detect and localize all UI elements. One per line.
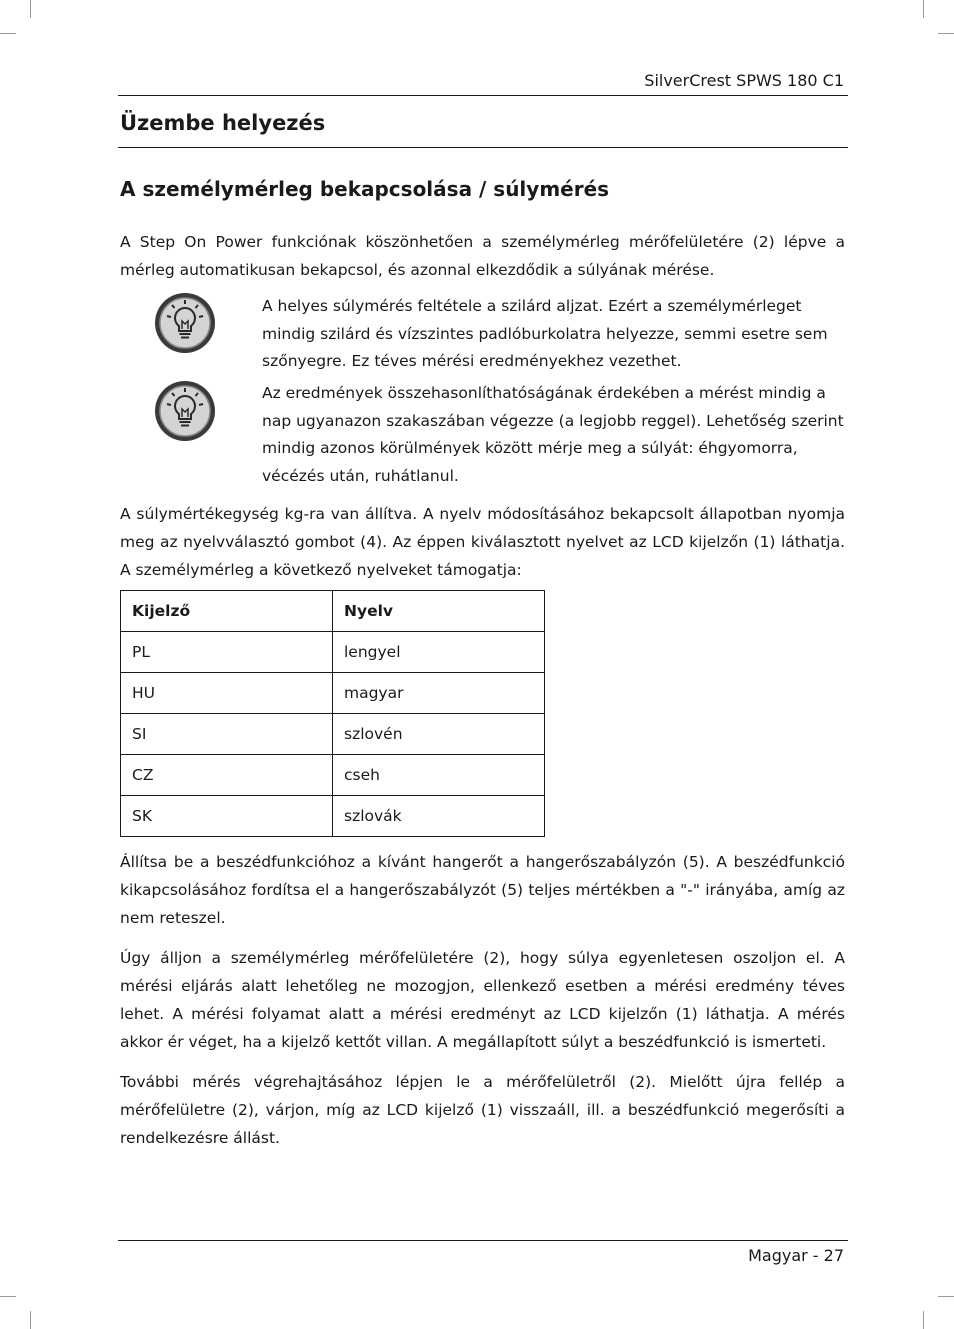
table-cell: SK: [121, 796, 333, 837]
table-row: [121, 632, 545, 673]
table-header: Kijelző: [121, 591, 333, 632]
language-table: [120, 590, 545, 837]
crop-mark: [938, 33, 954, 34]
lightbulb-icon: [153, 291, 217, 355]
table-cell: cseh: [333, 755, 545, 796]
table-row: [121, 714, 545, 755]
table-cell: lengyel: [333, 632, 545, 673]
lightbulb-icon: [153, 379, 217, 443]
header-rule: [118, 95, 848, 96]
footer-rule: [118, 1240, 848, 1241]
intro-paragraph: A Step On Power funkciónak köszönhetően a személymérleg mérőfelületére (2) lépve a mérleg automatikusan bekapcsol, és azonnal elkezdődik a súlyának mérése.: [120, 233, 845, 279]
units-paragraph: A súlymértékegység kg-ra van állítva. A nyelv módosításához bekapcsolt állapotban nyomja meg az nyelvválasztó gombot (4). Az éppen kiválasztott nyelvet az LCD kijelzőn (1) láthatja. A személymérleg a következő nyelveket támogatja:: [120, 505, 845, 579]
crop-mark: [0, 33, 16, 34]
page-number: Magyar - 27: [748, 1246, 844, 1265]
table-cell: szlovén: [333, 714, 545, 755]
table-row: [121, 755, 545, 796]
table-cell: szlovák: [333, 796, 545, 837]
crop-mark: [30, 1311, 31, 1329]
crop-mark: [0, 1296, 16, 1297]
tip-text: Az eredmények összehasonlíthatóságának érdekében a mérést mindig a nap ugyanazon szakaszában végezze (a legjobb reggel). Lehetőség szerint mindig azonos körülmények között mérje meg a súlyát: éhgyomorra, vécézés után, ruhátlanul.: [262, 384, 844, 485]
volume-paragraph: Állítsa be a beszédfunkcióhoz a kívánt hangerőt a hangerőszabályzón (5). A beszédfunkció kikapcsolásához fordítsa el a hangerőszabályzót (5) teljes mértékben a "-" irányába, amíg az nem reteszel.: [120, 853, 845, 927]
crop-mark: [923, 0, 924, 18]
crop-mark: [30, 0, 31, 18]
measurement-paragraph: Úgy álljon a személymérleg mérőfelületére (2), hogy súlya egyenletesen oszoljon el. A mérési eljárás alatt lehetőleg ne mozogjon, ellenkező esetben a mérési eredmény téves lehet. A mérési folyamat alatt a mérési eredményt az LCD kijelzőn (1) láthatja. A mérés akkor ér véget, ha a kijelző kettőt villan. A megállapított súlyt a beszédfunkció is ismerteti.: [120, 949, 845, 1051]
header-product: SilverCrest SPWS 180 C1: [644, 71, 844, 90]
table-header-row: [121, 591, 545, 632]
table-cell: magyar: [333, 673, 545, 714]
table-header: Nyelv: [333, 591, 545, 632]
table-cell: HU: [121, 673, 333, 714]
tip-text: A helyes súlymérés feltétele a szilárd aljzat. Ezért a személymérleget mindig szilárd és vízszintes padlóburkolatra helyezze, semmi esetre sem szőnyegre. Ez téves mérési eredményekhez vezethet.: [262, 297, 828, 370]
section-title: Üzembe helyezés: [120, 111, 326, 135]
next-measurement-paragraph: További mérés végrehajtásához lépjen le a mérőfelületről (2). Mielőtt újra fellép a mérőfelületre (2), várjon, míg az LCD kijelző (1) visszaáll, ill. a beszédfunkció megerősíti a rendelkezésre állást.: [120, 1073, 845, 1147]
table-row: [121, 673, 545, 714]
table-cell: SI: [121, 714, 333, 755]
crop-mark: [923, 1311, 924, 1329]
subsection-title: A személymérleg bekapcsolása / súlymérés: [120, 177, 610, 201]
crop-mark: [938, 1296, 954, 1297]
section-rule: [118, 147, 848, 148]
table-cell: PL: [121, 632, 333, 673]
table-cell: CZ: [121, 755, 333, 796]
table-row: [121, 796, 545, 837]
